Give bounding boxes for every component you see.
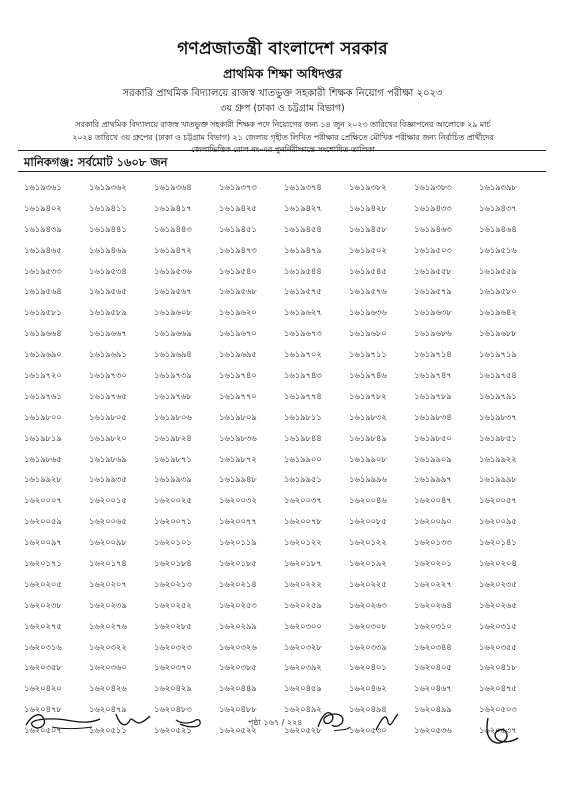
roll-number-cell: ১৬২০৪০১ [349,663,387,674]
roll-number-cell: ১৬১৯৯৫১ [284,475,322,486]
table-row [24,494,544,515]
roll-number-cell: ১৬২০৪২০ [24,684,62,695]
roll-number-cell: ১৬১৯৯৯৬ [349,475,387,486]
roll-number-cell: ১৬২০৪৯৯ [414,705,452,716]
roll-number-cell: ১৬১৯৪৬৪ [479,224,517,235]
roll-number-cell: ১৬১৯৩৭৪ [284,183,322,193]
roll-number-cell: ১৬২০২৯৯ [219,621,257,632]
roll-number-cell: ১৬১৯৪২৮ [349,203,387,214]
table-row [24,265,544,286]
roll-number-cell: ১৬২০২৫৩ [219,600,257,611]
roll-number-cell: ১৬২০২৩৯ [89,600,127,611]
roll-number-cell: ১৬২০৫৩৭ [479,726,517,737]
roll-number-cell: ১৬১৯৬৬৪ [24,329,62,340]
signature-4 [312,705,352,735]
table-row [24,327,544,348]
roll-number-cell: ১৬২০০৭৮ [284,517,322,528]
roll-number-cell: ১৬২০০০৭ [24,496,62,507]
roll-number-cell: ১৬২০০৪৭ [414,496,452,507]
table-row [24,661,544,682]
table-row [24,223,544,244]
roll-number-cell: ১৬১৯৭০২ [284,350,322,361]
roll-number-cell: ১৬১৯৪৭২ [154,245,192,256]
roll-number-cell: ১৬২০৩২২ [89,642,127,653]
table-row [24,620,544,641]
roll-number-cell: ১৬১৯৭৪০ [219,371,257,382]
roll-number-cell: ১৬১৯৩৬৪ [154,183,192,193]
roll-number-cell: ১৬১৯৮০৫ [89,412,127,423]
directorate-title: প্রাথমিক শিক্ষা অধিদপ্তর [223,66,342,81]
group-title: ৩য় গ্রুপ (ঢাকা ও চট্টগ্রাম বিভাগ) [220,103,345,114]
roll-number-cell: ১৬১৯৬০৮ [154,308,192,319]
roll-number-cell: ১৬২০৪৯৪ [349,705,387,716]
roll-number-cell: ১৬১৯৭৯১ [479,391,517,402]
roll-number-cell: ১৬১৯৩৮২ [349,183,387,193]
roll-number-cell: ১৬১৯৯৯৮ [479,475,517,486]
roll-number-cell: ১৬২০৪৭৫ [479,684,517,695]
roll-number-cell: ১৬১৯৫৮১ [24,308,62,319]
table-row [24,432,544,453]
roll-number-cell: ১৬২০৩৮৫ [219,663,257,674]
roll-number-cell: ১৬১৯৪০২ [24,203,62,214]
roll-number-cell: ১৬১৯৬৯০ [24,350,62,361]
roll-number-cell: ১৬১৯৪২৫ [219,203,257,214]
roll-number-cell: ১৬২০৩১৫ [479,621,517,632]
roll-number-cell: ১৬১৯৭১৪ [414,350,452,361]
roll-number-cell: ১৬২০৩৪৪ [414,642,452,653]
roll-number-cell: ১৬১৯৯৩৫ [89,475,127,486]
roll-number-cell: ১৬২০১৮৭ [284,559,322,570]
roll-number-cell: ১৬২০৫৩০ [349,726,387,737]
roll-number-cell: ১৬২০৪৭৯ [89,705,127,716]
roll-number-cell: ১৬১৯৫৫৮ [414,266,452,277]
roll-number-cell: ১৬২০৪৬২ [349,684,387,695]
roll-number-cell: ১৬১৯৪৩৭ [479,203,517,214]
roll-number-cell: ১৬২০২৫২ [154,600,192,611]
roll-number-cell: ১৬২০৩১৬ [24,642,62,653]
roll-number-cell: ১৬১৯৮০০ [24,412,62,423]
roll-number-cell: ১৬২০১৮৫ [219,559,257,570]
table-row [24,181,544,202]
roll-number-cell: ১৬১৯৫১৬ [479,245,517,256]
roll-number-cell: ১৬২০৪৮৮ [219,705,257,716]
table-row [24,306,544,327]
roll-number-cell: ১৬১৯৫৭৬ [349,287,387,298]
roll-number-cell: ১৬১৯৩৬১ [24,183,62,193]
roll-number-cell: ১৬২০০৩২ [219,496,257,507]
roll-number-cell: ১৬১৯৭৩০ [89,371,127,382]
table-row [24,578,544,599]
table-row [24,682,544,703]
roll-number-cell: ১৬১৯৮২৪ [154,433,192,444]
roll-number-cell: ১৬১৯৬২৭ [284,308,322,319]
roll-number-cell: ১৬১৯৮৩৭ [479,412,517,423]
table-row [24,453,544,474]
roll-number-cell: ১৬১৯৭৫৪ [479,371,517,382]
roll-number-cell: ১৬২০২০১ [414,559,452,570]
roll-number-cell: ১৬২০৫১১ [89,726,127,737]
roll-number-cell: ১৬২০২৬৫ [479,600,517,611]
table-row [24,244,544,265]
roll-number-cell: ১৬২০৫০৭ [24,726,62,737]
roll-number-cell: ১৬১৯৮৪৪ [284,433,322,444]
roll-number-cell: ১৬১৯৫৬৪ [24,287,62,298]
roll-number-cell: ১৬১৯৫৬৭ [154,287,192,298]
roll-number-cell: ১৬২০৫২২ [219,726,257,737]
roll-number-cell: ১৬১৯৫৬৮ [219,287,257,298]
roll-number-cell: ১৬১৯৮০৯ [219,412,257,423]
roll-number-cell: ১৬১৯৮৪৯ [349,433,387,444]
roll-number-cell: ১৬১৯৫০৩ [414,245,452,256]
roll-number-cell: ১৬১৯৯৩৯ [154,475,192,486]
roll-number-cell: ১৬১৯৪১৭ [154,203,192,214]
table-row [24,641,544,662]
roll-number-cell: ১৬২০০৯০ [414,517,452,528]
roll-number-cell: ১৬২০০২৫ [154,496,192,507]
roll-number-cell: ১৬১৯৬৮৬ [414,329,452,340]
signature-6 [478,712,522,748]
roll-number-cell: ১৬২০২৫৯ [284,600,322,611]
roll-number-cell: ১৬২০৪৯২ [284,705,322,716]
roll-number-cell: ১৬২০৪০৫ [414,663,452,674]
roll-number-cell: ১৬১৯৬৮৮ [479,329,517,340]
roll-number-cell: ১৬২০২৩৮ [24,600,62,611]
roll-number-cell: ১৬১৯৪৫১ [219,224,257,235]
roll-number-cell: ১৬১৯৬৭০ [219,329,257,340]
table-row [24,473,544,494]
roll-number-cell: ১৬১৯৮২০ [89,433,127,444]
signature-2 [112,708,152,732]
roll-number-cell: ১৬১৯৩৭৩ [219,183,257,193]
roll-number-cell: ১৬১৯৬৬৯ [154,329,192,340]
roll-number-cell: ১৬১৯৮৫০ [414,433,452,444]
government-title: গণপ্রজাতন্ত্রী বাংলাদেশ সরকার [177,39,388,59]
roll-number-cell: ১৬১৯৫৬৫ [89,287,127,298]
roll-number-cell: ১৬১৯৮৩৬ [219,433,257,444]
roll-number-cell: ১৬১৯৬৯৪ [154,350,192,361]
roll-number-cell: ১৬১৯৭৬৫ [89,391,127,402]
roll-number-cell: ১৬১৯৩৮৩ [414,183,452,193]
table-row [24,599,544,620]
table-row [24,390,544,411]
signature-1 [22,705,102,735]
roll-number-cell: ১৬২০৩৯২ [284,663,322,674]
roll-number-cell: ১৬২০৪৪৯ [219,684,257,695]
roll-number-cell: ১৬২০২৬৩ [349,600,387,611]
signature-5 [372,708,404,736]
roll-number-cell: ১৬১৯৫৩৪ [89,266,127,277]
roll-number-cell: ১৬২০২২৫ [349,579,387,590]
roll-number-cell: ১৬১৯৪৩৩ [414,203,452,214]
description-line-1: সরকারি প্রাথমিক বিদ্যালয়ে রাজস্ব খাতভুক্ত সহকারী শিক্ষক পদে নিয়োগের জন্য ১৪ জুন ২০২৩ তারিখের বিজ্ঞাপনের আলোকে ২৯ মার্চ [75,120,491,129]
roll-number-cell: ১৬২০৩৬০ [89,663,127,674]
roll-number-cell: ১৬১৯৪৪১ [89,224,127,235]
roll-number-cell: ১৬১৯৪৫৮ [349,224,387,235]
roll-number-cell: ১৬১৯৯৯৭ [414,475,452,486]
roll-number-cell: ১৬১৯৭৮৯ [414,391,452,402]
roll-number-cell: ১৬২০৪১৮ [479,663,517,674]
district-header [18,150,546,172]
roll-number-cell: ১৬১৯৭৪৬ [349,371,387,382]
roll-number-cell: ১৬১৯৭২০ [24,371,62,382]
roll-number-cell: ১৬১৯৪২৭ [284,203,322,214]
roll-number-cell: ১৬২০৩১০ [414,621,452,632]
roll-number-cell: ১৬১৯৪৪৩ [154,224,192,235]
roll-number-cell: ১৬২০১৩৩ [414,538,452,549]
roll-number-cell: ১৬১৯৭৪৭ [414,371,452,382]
exam-title: সরকারি প্রাথমিক বিদ্যালয়ে রাজস্ব খাতভুক্ত সহকারী শিক্ষক নিয়োগ পরীক্ষা ২০২৩ [122,88,443,99]
table-row [24,285,544,306]
roll-number-cell: ১৬২০০৮৫ [349,517,387,528]
roll-number-cell: ১৬১৯৫৫৯ [479,266,517,277]
roll-number-cell: ১৬২০৩২৩ [154,642,192,653]
roll-number-cell: ১৬১৯৬৪২ [479,308,517,319]
description-line-2: ২০২৪ তারিখে ৩য় গ্রুপের (ঢাকা ও চট্টগ্রাম বিভাগ) ২১ জেলায় গৃহীত লিখিত পরীক্ষার প্রেক্ষিতে মৌখিক পরীক্ষার জন্য নির্বাচিত প্রার্থীদের [72,132,494,142]
roll-number-cell: ১৬২০১১৯ [219,538,257,549]
roll-number-cell: ১৬১৯৪৭৯ [284,245,322,256]
roll-number-cell: ১৬২০৫৩৬ [414,726,452,737]
roll-number-cell: ১৬১৯৫০২ [349,245,387,256]
roll-number-cell: ১৬১৯৬৯১ [89,350,127,361]
roll-number-cell: ১৬২০০৫৭ [479,496,517,507]
roll-number-cell: ১৬২০২৭৫ [24,621,62,632]
roll-number-cell: ১৬২০১২২ [284,538,322,549]
roll-number-cell: ১৬১৯৫৪৪ [284,266,322,277]
roll-number-cell: ১৬২০২০৪ [479,559,517,570]
roll-number-cell: ১৬২০৩০০ [284,621,322,632]
roll-number-cell: ১৬২০৫২৮ [284,726,322,737]
roll-number-cell: ১৬১৯৮৭২ [219,454,257,465]
roll-number-cell: ১৬২০৪২৬ [89,684,127,695]
roll-number-cell: ১৬২০০৯৫ [479,517,517,528]
roll-number-cell: ১৬২০২১৪ [219,579,257,590]
table-row [24,536,544,557]
roll-number-cell: ১৬১৯৯০৯ [414,454,452,465]
roll-number-cell: ১৬২০০৭৭ [219,517,257,528]
roll-number-cell: ১৬১৯৫৮৯ [89,308,127,319]
description-line-3: জেলাভিত্তিক রোল নং-এর পুনর্নিরীক্ষান্তে সংশোধিত তালিকা [191,145,375,154]
roll-number-cell: ১৬২০৩০৮ [349,621,387,632]
roll-number-cell: ১৬২০২৭৬ [89,621,127,632]
page-number: পৃষ্ঠা ১৬৭ / ২২৪ [248,718,303,727]
roll-number-cell: ১৬১৯৮৩৪ [414,412,452,423]
roll-number-cell: ১৬২০২০৭ [89,579,127,590]
roll-number-cell: ১৬১৯৯০৮ [349,454,387,465]
roll-number-cell: ১৬১৯৯০০ [284,454,322,465]
roll-number-cell: ১৬২০৪২৯ [154,684,192,695]
roll-number-cell: ১৬১৯৫৪০ [219,266,257,277]
roll-number-cell: ১৬২০০৯৭ [24,538,62,549]
roll-number-cell: ১৬২০০৩৭ [284,496,322,507]
table-row [24,348,544,369]
roll-number-cell: ১৬১৯৬৯৫ [219,350,257,361]
roll-number-cell: ১৬১৯৬২০ [219,308,257,319]
roll-number-cell: ১৬২০২৮৫ [154,621,192,632]
roll-number-cell: ১৬১৯৭৮২ [349,391,387,402]
roll-number-cell: ১৬১৯৮৭১ [154,454,192,465]
roll-number-cell: ১৬২০২৩৫ [479,579,517,590]
roll-number-cell: ১৬১৯৫৮০ [479,287,517,298]
roll-number-cell: ১৬১৯৭৭০ [219,391,257,402]
roll-number-cell: ১৬২০৪৮৩ [154,705,192,716]
roll-number-cell: ১৬১৯৮৫১ [479,433,517,444]
roll-number-cell: ১৬১৯৬৬৭ [89,329,127,340]
roll-number-cell: ১৬২০০৯৮ [89,538,127,549]
roll-number-cell: ১৬২০১৮৪ [154,559,192,570]
roll-number-cell: ১৬১৯৮৬৯ [89,454,127,465]
signature-3 [172,710,212,732]
roll-number-cell: ১৬১৯৭৩৯ [154,371,192,382]
roll-number-cell: ১৬২০৪৭৮ [24,705,62,716]
table-row [24,369,544,390]
roll-number-cell: ১৬২০১৯২ [349,559,387,570]
roll-number-cell: ১৬১৯৪৬৯ [89,245,127,256]
roll-number-cell: ১৬১৯৮৬৫ [24,454,62,465]
roll-number-cell: ১৬২০০৪৬ [349,496,387,507]
roll-number-cell: ১৬১৯৯২৮ [24,475,62,486]
table-row [24,202,544,223]
roll-number-cell: ১৬১৯৪৫৪ [284,224,322,235]
roll-number-cell: ১৬১৯৫৭৯ [414,287,452,298]
table-row [24,557,544,578]
roll-number-cell: ১৬১৯৭১১ [349,350,387,361]
roll-number-cell: ১৬১৯৫৭৫ [284,287,322,298]
roll-number-cell: ১৬২০৩২৮ [284,642,322,653]
roll-number-cell: ১৬২০২০৫ [24,579,62,590]
table-row [24,515,544,536]
roll-number-cell: ১৬১৯৬৩৮ [414,308,452,319]
roll-number-cell: ১৬১৯৭১৯ [479,350,517,361]
table-row [24,411,544,432]
roll-number-cell: ১৬২০৫২১ [154,726,192,737]
roll-number-cell: ১৬১৯৫৩৩ [24,266,62,277]
roll-number-cell: ১৬১৯৪৭৩ [219,245,257,256]
roll-number-cell: ১৬২০০৫৯ [24,517,62,528]
roll-number-cell: ১৬২০২৬৪ [414,600,452,611]
roll-number-cell: ১৬১৯৯২২ [479,454,517,465]
roll-number-cell: ১৬২০১৪১ [479,538,517,549]
roll-number-cell: ১৬১৯৮১১ [284,412,322,423]
roll-number-cell: ১৬১৯৬৭৩ [284,329,322,340]
roll-number-cell: ১৬১৯৬৩৬ [349,308,387,319]
roll-number-cell: ১৬২০৩২৬ [219,642,257,653]
roll-number-cell: ১৬১৯৯৪৮ [219,475,257,486]
roll-number-cell: ১৬২০৩৭০ [154,663,192,674]
roll-number-cell: ১৬১৯৪১১ [89,203,127,214]
roll-number-cell: ১৬১৯৭৪৩ [284,371,322,382]
roll-number-cell: ১৬১৯৮৩২ [349,412,387,423]
roll-number-cell: ১৬১৯৮০৬ [154,412,192,423]
roll-number-cell: ১৬২০৩৩৯ [349,642,387,653]
roll-number-cell: ১৬১৯৮১৯ [24,433,62,444]
roll-number-cell: ১৬২০৩৫৮ [24,663,62,674]
roll-number-cell: ১৬১৯৬৮০ [349,329,387,340]
roll-number-cell: ১৬১৯৩৬২ [89,183,127,193]
roll-number-table [24,181,544,745]
roll-number-cell: ১৬২০৩৫৫ [479,642,517,653]
roll-number-cell: ১৬১৯৪৩৯ [24,224,62,235]
roll-number-cell: ১৬১৯৩৯৮ [479,183,517,193]
roll-number-cell: ১৬২০৫০৩ [479,705,517,716]
roll-number-cell: ১৬২০১২২ [349,538,387,549]
roll-number-cell: ১৬২০১০১ [154,538,192,549]
roll-number-cell: ১৬১৯৫৪৫ [349,266,387,277]
roll-number-cell: ১৬২০২২৭ [414,579,452,590]
roll-number-cell: ১৬১৯৭৬৮ [154,391,192,402]
roll-number-cell: ১৬২০৪৫৯ [284,684,322,695]
roll-number-cell: ১৬২০০৭১ [154,517,192,528]
roll-number-cell: ১৬২০০৬৫ [89,517,127,528]
roll-number-cell: ১৬২০৪৬৭ [414,684,452,695]
roll-number-cell: ১৬২০২২২ [284,579,322,590]
roll-number-cell: ১৬১৯৪৬৩ [414,224,452,235]
roll-number-cell: ১৬১৯৫৩৬ [154,266,192,277]
roll-number-cell: ১৬২০১৭১ [24,559,62,570]
roll-number-cell: ১৬১৯৪৬৫ [24,245,62,256]
roll-number-cell: ১৬২০২১৩ [154,579,192,590]
roll-number-cell: ১৬১৯৭৭৪ [284,391,322,402]
district-title: মানিকগঞ্জ: সর্বমোট ১৬০৮ জন [24,155,168,169]
roll-number-cell: ১৬২০১৭৪ [89,559,127,570]
roll-number-cell: ১৬২০০১৫ [89,496,127,507]
roll-number-cell: ১৬১৯৭৬১ [24,391,62,402]
